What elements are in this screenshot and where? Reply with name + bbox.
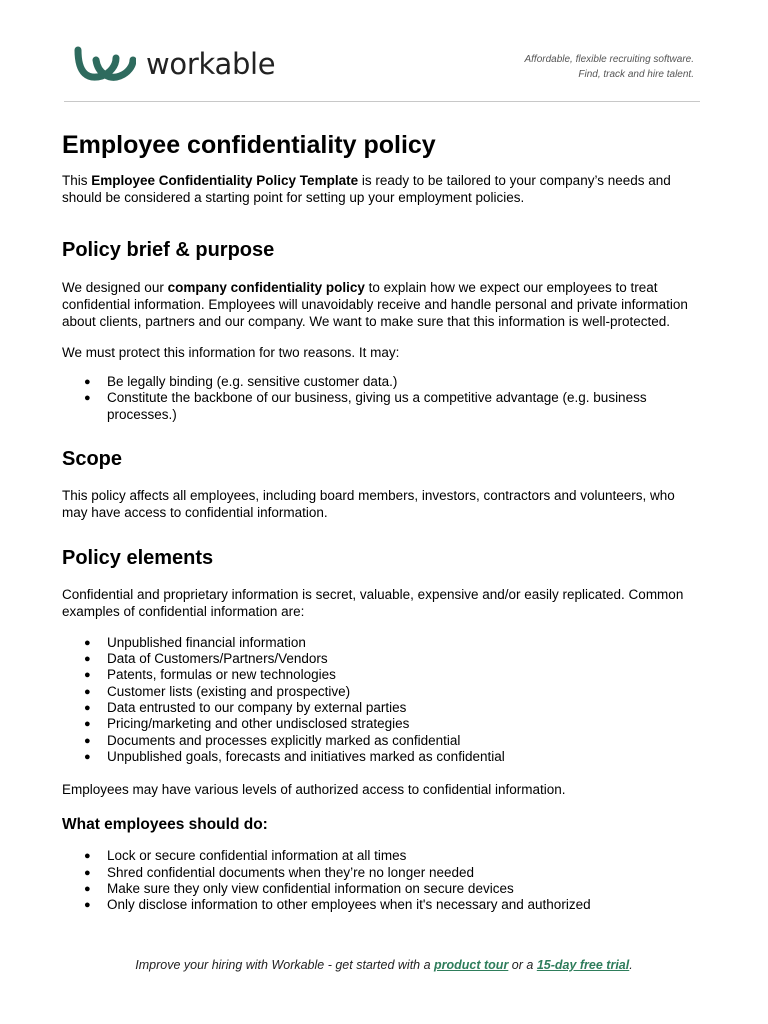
brief-text-bold: company confidentiality policy (167, 280, 365, 295)
tagline-line-2: Find, track and hire talent. (578, 69, 694, 80)
brief-text-pre: We designed our (62, 280, 168, 295)
product-tour-link[interactable]: product tour (434, 958, 509, 972)
tagline-line-1: Affordable, flexible recruiting software. (524, 54, 694, 65)
list-item: ● Be legally binding (e.g. sensitive customer data.) (62, 374, 702, 390)
free-trial-link[interactable]: 15-day free trial (536, 958, 630, 972)
list-item: ● Data of Customers/Partners/Vendors (62, 651, 702, 667)
scope-paragraph: This policy affects all employees, including board members, investors, contractors and volunteers, who may have access to confidential information. (62, 487, 675, 520)
list-item: ● Only disclose information to other employees when it's necessary and authorized (62, 897, 702, 913)
elements-paragraph-2: Employees may have various levels of authorized access to confidential information. (62, 782, 566, 798)
section-heading-scope: Scope (62, 447, 123, 470)
list-item: ● Pricing/marketing and other undisclosed strategies (62, 716, 702, 732)
intro-paragraph (62, 172, 702, 206)
header-divider (64, 101, 700, 102)
elements-bullet-list (62, 635, 702, 765)
list-item: ● Make sure they only view confidential information on secure devices (62, 881, 702, 897)
intro-text-post: is ready to be tailored to your company’s needs and should be considered a starting point for setting up your employment policies. (62, 173, 671, 205)
brief-text-post: to explain how we expect our employees to treat confidential information. Employees will unavoidably receive and handle personal and private information about clients, partners and our company. We want to make sure that this information is well-protected. (62, 280, 688, 329)
workable-w-mark-icon (72, 44, 136, 84)
list-item: ● Customer lists (existing and prospective) (62, 684, 702, 700)
logo-wordmark: workable (146, 47, 276, 81)
footer-text-mid: or a (508, 958, 537, 972)
elements-paragraph-1: Confidential and proprietary information is secret, valuable, expensive and/or easily replicated. Common examples of confidential information are: (62, 586, 684, 619)
list-item: ● Data entrusted to our company by external parties (62, 700, 702, 716)
section-heading-do: What employees should do: (62, 816, 268, 834)
list-item: ● Shred confidential documents when they’re no longer needed (62, 865, 702, 881)
list-item: ● Constitute the backbone of our business, giving us a competitive advantage (e.g. business processes.) (62, 390, 702, 423)
intro-text-bold: Employee Confidentiality Policy Template (91, 173, 359, 188)
page-header (0, 0, 768, 104)
list-item: ● Lock or secure confidential information at all times (62, 848, 702, 864)
list-item: ● Patents, formulas or new technologies (62, 667, 702, 683)
list-item: ● Documents and processes explicitly marked as confidential (62, 733, 702, 749)
list-item: ● Unpublished goals, forecasts and initiatives marked as confidential (62, 749, 702, 765)
intro-text-pre: This (62, 173, 92, 188)
section-heading-elements: Policy elements (62, 546, 214, 569)
list-item: ● Unpublished financial information (62, 635, 702, 651)
page-title: Employee confidentiality policy (62, 131, 436, 159)
section-heading-brief: Policy brief & purpose (62, 239, 275, 261)
footer-text-pre: Improve your hiring with Workable - get started with a (135, 958, 435, 972)
brief-paragraph-2: We must protect this information for two reasons. It may: (62, 345, 400, 360)
page-footer (0, 958, 768, 972)
brief-paragraph-1 (62, 279, 702, 330)
header-tagline (524, 52, 694, 82)
document-body (62, 128, 702, 913)
do-bullet-list (62, 848, 702, 913)
workable-logo[interactable] (72, 44, 275, 84)
footer-text-post: . (629, 958, 633, 972)
brief-bullet-list (62, 374, 702, 423)
